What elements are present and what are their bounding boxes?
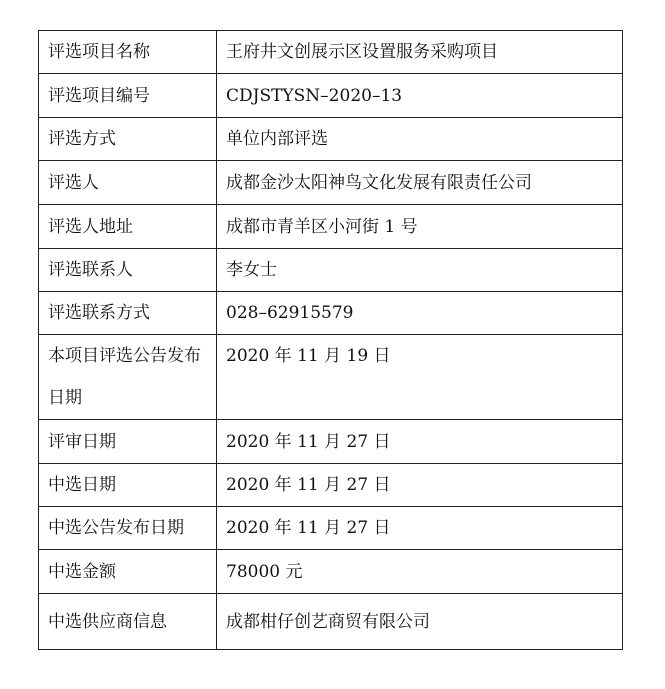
table-row xyxy=(39,292,623,335)
row-label: 本项目评选公告发布日期 xyxy=(39,335,217,420)
row-value: 王府井文创展示区设置服务采购项目 xyxy=(217,31,623,74)
row-label: 评审日期 xyxy=(39,420,217,464)
row-label: 评选人地址 xyxy=(39,205,217,249)
row-label: 评选项目编号 xyxy=(39,74,217,118)
row-label: 评选联系人 xyxy=(39,249,217,292)
table-row xyxy=(39,161,623,205)
row-value: 成都金沙太阳神鸟文化发展有限责任公司 xyxy=(217,161,623,205)
table-row xyxy=(39,118,623,161)
row-label: 中选金额 xyxy=(39,550,217,594)
row-value: 单位内部评选 xyxy=(217,118,623,161)
table-row xyxy=(39,420,623,464)
procurement-info-table xyxy=(38,30,623,650)
row-value: 成都市青羊区小河街 1 号 xyxy=(217,205,623,249)
row-value: CDJSTYSN–2020–13 xyxy=(217,74,623,118)
row-value: 2020 年 11 月 27 日 xyxy=(217,464,623,507)
row-value: 028–62915579 xyxy=(217,292,623,335)
table-row xyxy=(39,550,623,594)
table-row xyxy=(39,74,623,118)
table-row xyxy=(39,205,623,249)
table-row xyxy=(39,594,623,650)
row-label: 中选公告发布日期 xyxy=(39,507,217,550)
table-row xyxy=(39,31,623,74)
row-label: 中选供应商信息 xyxy=(39,594,217,650)
row-label: 评选项目名称 xyxy=(39,31,217,74)
row-label: 评选人 xyxy=(39,161,217,205)
row-value: 成都柑仔创艺商贸有限公司 xyxy=(217,594,623,650)
table-row xyxy=(39,249,623,292)
row-label: 评选方式 xyxy=(39,118,217,161)
row-label: 中选日期 xyxy=(39,464,217,507)
row-value: 2020 年 11 月 27 日 xyxy=(217,507,623,550)
table-row xyxy=(39,335,623,420)
row-value: 2020 年 11 月 27 日 xyxy=(217,420,623,464)
row-value: 2020 年 11 月 19 日 xyxy=(217,335,623,420)
row-value: 李女士 xyxy=(217,249,623,292)
row-value: 78000 元 xyxy=(217,550,623,594)
row-label: 评选联系方式 xyxy=(39,292,217,335)
table-row xyxy=(39,507,623,550)
table-row xyxy=(39,464,623,507)
